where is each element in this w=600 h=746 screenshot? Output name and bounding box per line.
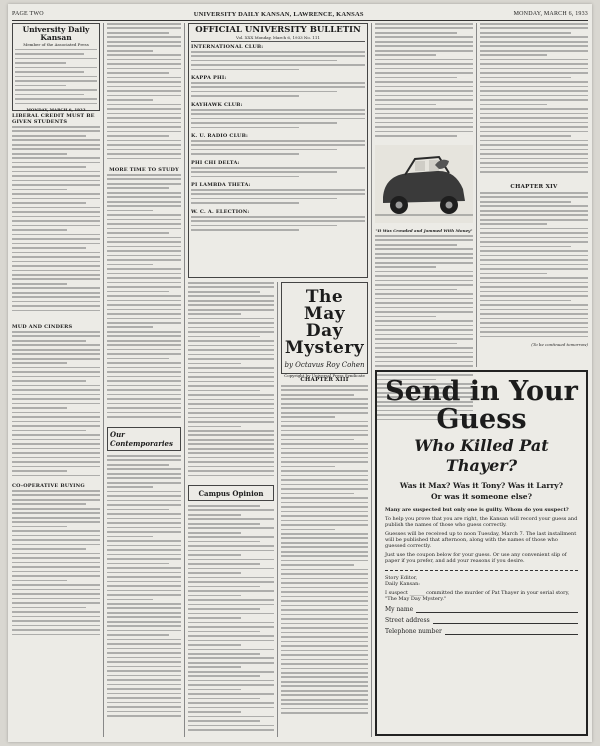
nameplate-dateline: MONDAY, MARCH 6, 1933 [26,106,86,112]
bulletin-item-0: INTERNATIONAL CLUB: [191,43,264,50]
mystery-final-top [480,23,588,181]
ad-body-3: Guesses will be received up to noon Tuesday, March 7. The last installment will be published that afternoon, along with the names of those who guessed correctly. [385,531,577,549]
ad-headline-2: Guess [436,404,527,435]
bulletin-item-6: W. C. A. ELECTION: [191,208,250,215]
lower-column-3 [188,282,274,740]
bulletin-item-3: K. U. RADIO CLUB: [191,132,249,139]
ad-body-4: Just use the coupon below for your guess. Or use any convenient slip of paper if you prefer, and add your reasons if you desire. [385,552,567,564]
issue-date: MONDAY, MARCH 6, 1933 [513,11,588,17]
column-3-body [188,282,274,482]
newspaper-page [8,4,592,742]
mystery-body [281,385,368,725]
bulletin-item-1: KAPPA PHI: [191,74,227,81]
bulletin-item-4: PHI CHI DELTA: [191,159,240,166]
mystery-final-body [480,192,588,342]
campus-opinion-body [188,505,274,740]
editorial-heading-1: LIBERAL CREDIT MUST BE GIVEN STUDENTS [12,113,95,125]
ad-body-2: To help you prove that you are right, the Kansan will record your guess and publish the names of those who guess correctly. [385,516,578,528]
bulletin-section [188,23,368,278]
nameplate-title: University Daily Kansan [22,25,90,42]
editorial-heading-2: MUD AND CINDERS [12,324,73,330]
official-bulletin [188,23,368,278]
mystery-final-column [480,23,588,347]
editorial-continued [107,23,181,165]
column-body [107,174,181,424]
coupon-name-field[interactable]: My name [385,606,578,613]
editorial-body-2 [12,331,100,481]
staff-list [15,49,97,107]
nameplate-subtitle: Member of the Associated Press [23,41,89,47]
ad-questions: Was it Max? Was it Tony? Was it Larry? [399,481,564,490]
contemporaries-body [107,455,181,725]
ad-headline-3: Who Killed Pat Thayer? [414,436,549,475]
coupon-address-field[interactable]: Street address [385,617,578,624]
mystery-copyright: Copyright by Universal Press Syndicate [284,373,365,378]
masthead [12,8,588,21]
contemporaries-box [107,427,181,451]
coupon-phone-field[interactable]: Telephone number [385,628,578,635]
mystery-title-1: The May Day [303,287,346,341]
ad-question-2: Or was it someone else? [431,492,532,501]
bulletin-item-2: KAYHAWK CLUB: [191,101,243,108]
editorial-heading-3: CO-OPERATIVE BUYING [12,483,85,489]
mystery-continued-column [375,23,473,425]
coupon-text: I suspect ______ committed the murder of Pat Thayer in your serial story, "The May Day Mystery." [385,590,570,602]
campus-opinion-heading: Campus Opinion [198,488,264,498]
column-heading: MORE TIME TO STUDY [109,167,179,173]
guess-advertisement [375,370,588,736]
mystery-continued-top [375,23,473,145]
illustration-caption: "It Was Crowded and Jammed With Money" [375,228,473,233]
editorial-body-1 [12,126,100,322]
page-number: PAGE TWO [12,11,44,17]
continued-note: (To be continued tomorrow) [531,342,588,347]
editorial-column-2 [107,23,181,725]
bulletin-meta: Vol. XXX Monday, March 6, 1933 No. 111 [191,35,365,42]
mystery-column [281,282,368,725]
paper-title: UNIVERSITY DAILY KANSAN, LAWRENCE, KANSAS [193,10,364,18]
mystery-chapter-2: CHAPTER XIV [510,184,558,190]
bulletin-item-5: PI LAMBDA THETA: [191,181,251,188]
ad-headline-1: Send in Your [385,376,578,407]
contemporaries-heading: Our Contemporaries [110,430,173,448]
nameplate [12,23,100,111]
bulletin-title: OFFICIAL UNIVERSITY BULLETIN [195,25,361,35]
ad-coupon[interactable] [385,570,578,635]
campus-opinion-box [188,485,274,501]
car-illustration [375,145,473,223]
ad-body-1: Many are suspected but only one is guilty. Whom do you suspect? [385,507,569,513]
mystery-title-2: Mystery [284,338,365,358]
mystery-header [281,282,368,378]
coupon-paper: Daily Kansan: [385,581,420,587]
mystery-chapter: CHAPTER XIII [300,377,349,383]
mystery-byline: by Octavus Roy Cohen [284,361,365,369]
editorial-column [12,23,100,640]
editorial-body-3 [12,490,100,640]
coupon-addressee: Story Editor, [385,575,418,581]
